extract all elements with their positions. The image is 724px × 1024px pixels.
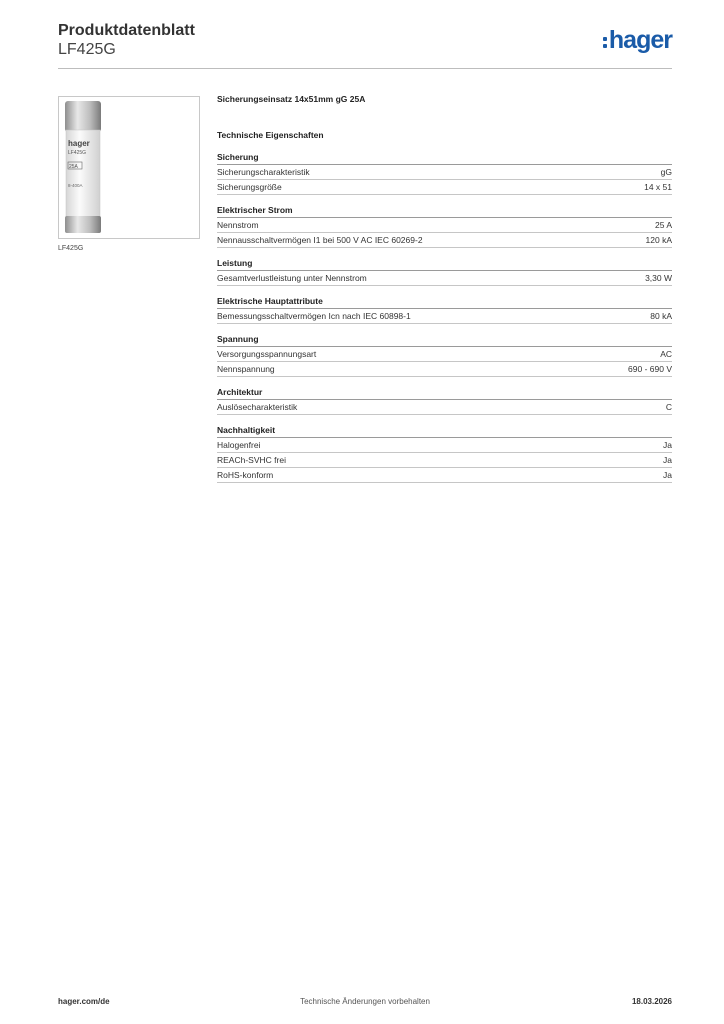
spec-value: AC [660, 349, 672, 359]
spec-row [217, 233, 672, 248]
spec-value: 14 x 51 [644, 182, 672, 192]
spec-row [217, 400, 672, 415]
spec-section [217, 152, 672, 195]
spec-value: gG [660, 167, 672, 177]
spec-value: Ja [663, 455, 672, 465]
product-image [58, 96, 200, 239]
spec-sections [217, 152, 672, 483]
fuse-brand-label: hager [68, 139, 90, 148]
spec-value: 690 - 690 V [628, 364, 672, 374]
footer-note: Technische Änderungen vorbehalten [300, 997, 430, 1006]
spec-row [217, 468, 672, 483]
spec-label: Sicherungscharakteristik [217, 167, 310, 177]
section-title: Sicherung [217, 152, 672, 165]
spec-label: Halogenfrei [217, 440, 261, 450]
product-image-caption: LF425G [58, 245, 84, 252]
spec-section [217, 205, 672, 248]
hager-logo [603, 28, 672, 53]
spec-value: 120 kA [645, 235, 672, 245]
spec-label: Bemessungsschaltvermögen Icn nach IEC 60898-1 [217, 311, 411, 321]
spec-row [217, 165, 672, 180]
fuse-voltage-label: 8-400A [68, 183, 83, 188]
fuse-cartridge-image [59, 97, 199, 238]
spec-row [217, 362, 672, 377]
logo-dots-icon [603, 37, 607, 48]
spec-value: 80 kA [650, 311, 672, 321]
section-title: Spannung [217, 334, 672, 347]
spec-label: Nennspannung [217, 364, 275, 374]
spec-row [217, 309, 672, 324]
spec-label: Gesamtverlustleistung unter Nennstrom [217, 273, 367, 283]
fuse-model-label: LF425G [68, 150, 87, 156]
spec-label: Auslösecharakteristik [217, 402, 298, 412]
spec-row [217, 180, 672, 195]
section-title: Nachhaltigkeit [217, 425, 672, 438]
spec-label: Nennausschaltvermögen I1 bei 500 V AC IEC 60269-2 [217, 235, 423, 245]
spec-row [217, 271, 672, 286]
spec-value: 25 A [654, 220, 672, 230]
spec-section [217, 387, 672, 415]
header-divider [58, 68, 672, 69]
product-title: Sicherungseinsatz 14x51mm gG 25A [217, 94, 366, 104]
section-title: Leistung [217, 258, 672, 271]
spec-row [217, 218, 672, 233]
spec-section [217, 296, 672, 324]
spec-value: C [665, 402, 672, 412]
section-title: Architektur [217, 387, 672, 400]
tech-heading: Technische Eigenschaften [217, 130, 324, 140]
spec-row [217, 438, 672, 453]
spec-label: Versorgungsspannungsart [217, 349, 317, 359]
spec-label: Nennstrom [217, 220, 259, 230]
spec-value: 3,30 W [645, 273, 672, 283]
spec-row [217, 453, 672, 468]
spec-value: Ja [663, 470, 672, 480]
spec-section [217, 334, 672, 377]
footer-website: hager.com/de [58, 997, 110, 1006]
spec-label: Sicherungsgröße [217, 182, 282, 192]
spec-label: REACh-SVHC frei [217, 455, 286, 465]
spec-section [217, 425, 672, 483]
footer-date: 18.03.2026 [631, 997, 672, 1006]
spec-section [217, 258, 672, 286]
spec-value: Ja [663, 440, 672, 450]
spec-label: RoHS-konform [217, 470, 274, 480]
section-title: Elektrischer Strom [217, 205, 672, 218]
spec-row [217, 347, 672, 362]
section-title: Elektrische Hauptattribute [217, 296, 672, 309]
product-code: LF425G [58, 41, 116, 58]
fuse-rating-label: 25A [69, 164, 78, 170]
product-specs [217, 94, 672, 493]
logo-text: hager [608, 26, 672, 54]
page-title: Produktdatenblatt [58, 22, 195, 39]
